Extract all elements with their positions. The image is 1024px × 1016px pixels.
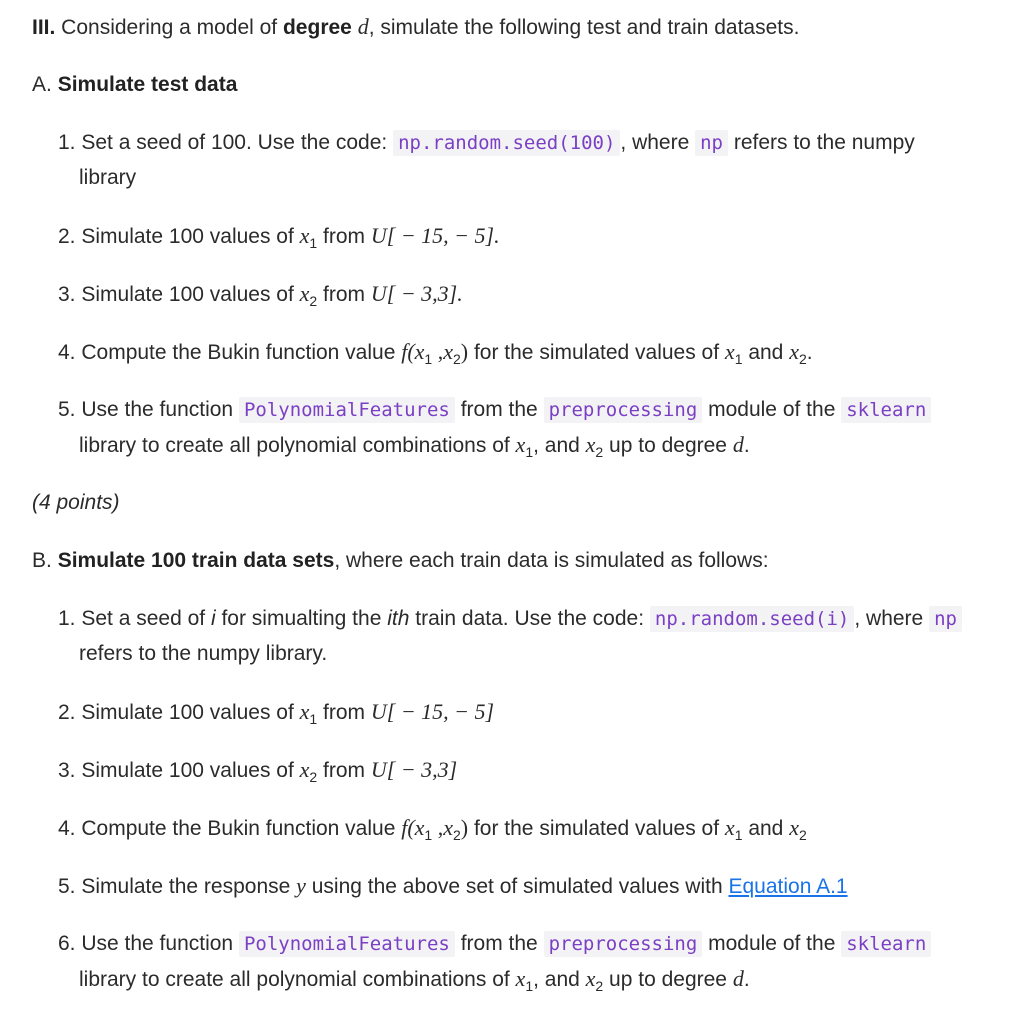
list-item-continuation: library to create all polynomial combinations of $x_1$, and $x_2$ up to degree d. [79, 432, 750, 461]
code-snippet: np [929, 606, 962, 632]
list-item-continuation: refers to the numpy library. [79, 642, 328, 665]
section-b-heading: B. Simulate 100 train data sets, where each train data is simulated as follows: [32, 549, 769, 572]
list-item: 3. Simulate 100 values of $x_2$ from U[ − 3,3] [58, 757, 458, 786]
list-item: 2. Simulate 100 values of $x_1$ from U[ − 15, − 5] [58, 699, 495, 728]
list-item: 4. Compute the Bukin function value $f(x_1$ $,x_2$) for the simulated values of $x_1$ and $x_2$. [58, 339, 813, 368]
list-item: 2. Simulate 100 values of $x_1$ from U[ − 15, − 5]. [58, 223, 500, 252]
code-snippet: sklearn [841, 931, 931, 957]
points-note: (4 points) [32, 491, 120, 514]
code-snippet: np [695, 130, 728, 156]
list-item: 5. Use the function PolynomialFeatures from the preprocessing module of the sklearn [58, 393, 931, 427]
code-snippet: sklearn [841, 397, 931, 423]
assignment-heading: III. Considering a model of degree d, simulate the following test and train datasets. [32, 14, 800, 39]
code-snippet: np.random.seed(i) [650, 606, 854, 632]
list-item-continuation: library to create all polynomial combinations of $x_1$, and $x_2$ up to degree d. [79, 966, 750, 995]
list-item: 1. Set a seed of i for simualting the ith train data. Use the code: np.random.seed(i) , where np [58, 602, 962, 636]
list-item: 4. Compute the Bukin function value $f(x_1$ $,x_2$) for the simulated values of $x_1$ and $x_2$ [58, 815, 807, 844]
code-snippet: PolynomialFeatures [239, 397, 455, 423]
heading-numeral: III. [32, 16, 56, 39]
code-snippet: PolynomialFeatures [239, 931, 455, 957]
list-item-continuation: library [79, 166, 137, 189]
code-snippet: np.random.seed(100) [393, 130, 620, 156]
list-item: 5. Simulate the response y using the above set of simulated values with Equation A.1 [58, 873, 848, 898]
list-item: 1. Set a seed of 100. Use the code: np.random.seed(100) , where np refers to the numpy [58, 131, 915, 154]
list-item: 6. Use the function PolynomialFeatures from the preprocessing module of the sklearn [58, 927, 931, 961]
section-a-heading: A. Simulate test data [32, 73, 238, 96]
equation-a1-link[interactable]: Equation A.1 [728, 875, 848, 898]
code-snippet: preprocessing [544, 931, 703, 957]
list-item: 3. Simulate 100 values of $x_2$ from U[ − 3,3]. [58, 281, 463, 310]
code-snippet: preprocessing [544, 397, 703, 423]
